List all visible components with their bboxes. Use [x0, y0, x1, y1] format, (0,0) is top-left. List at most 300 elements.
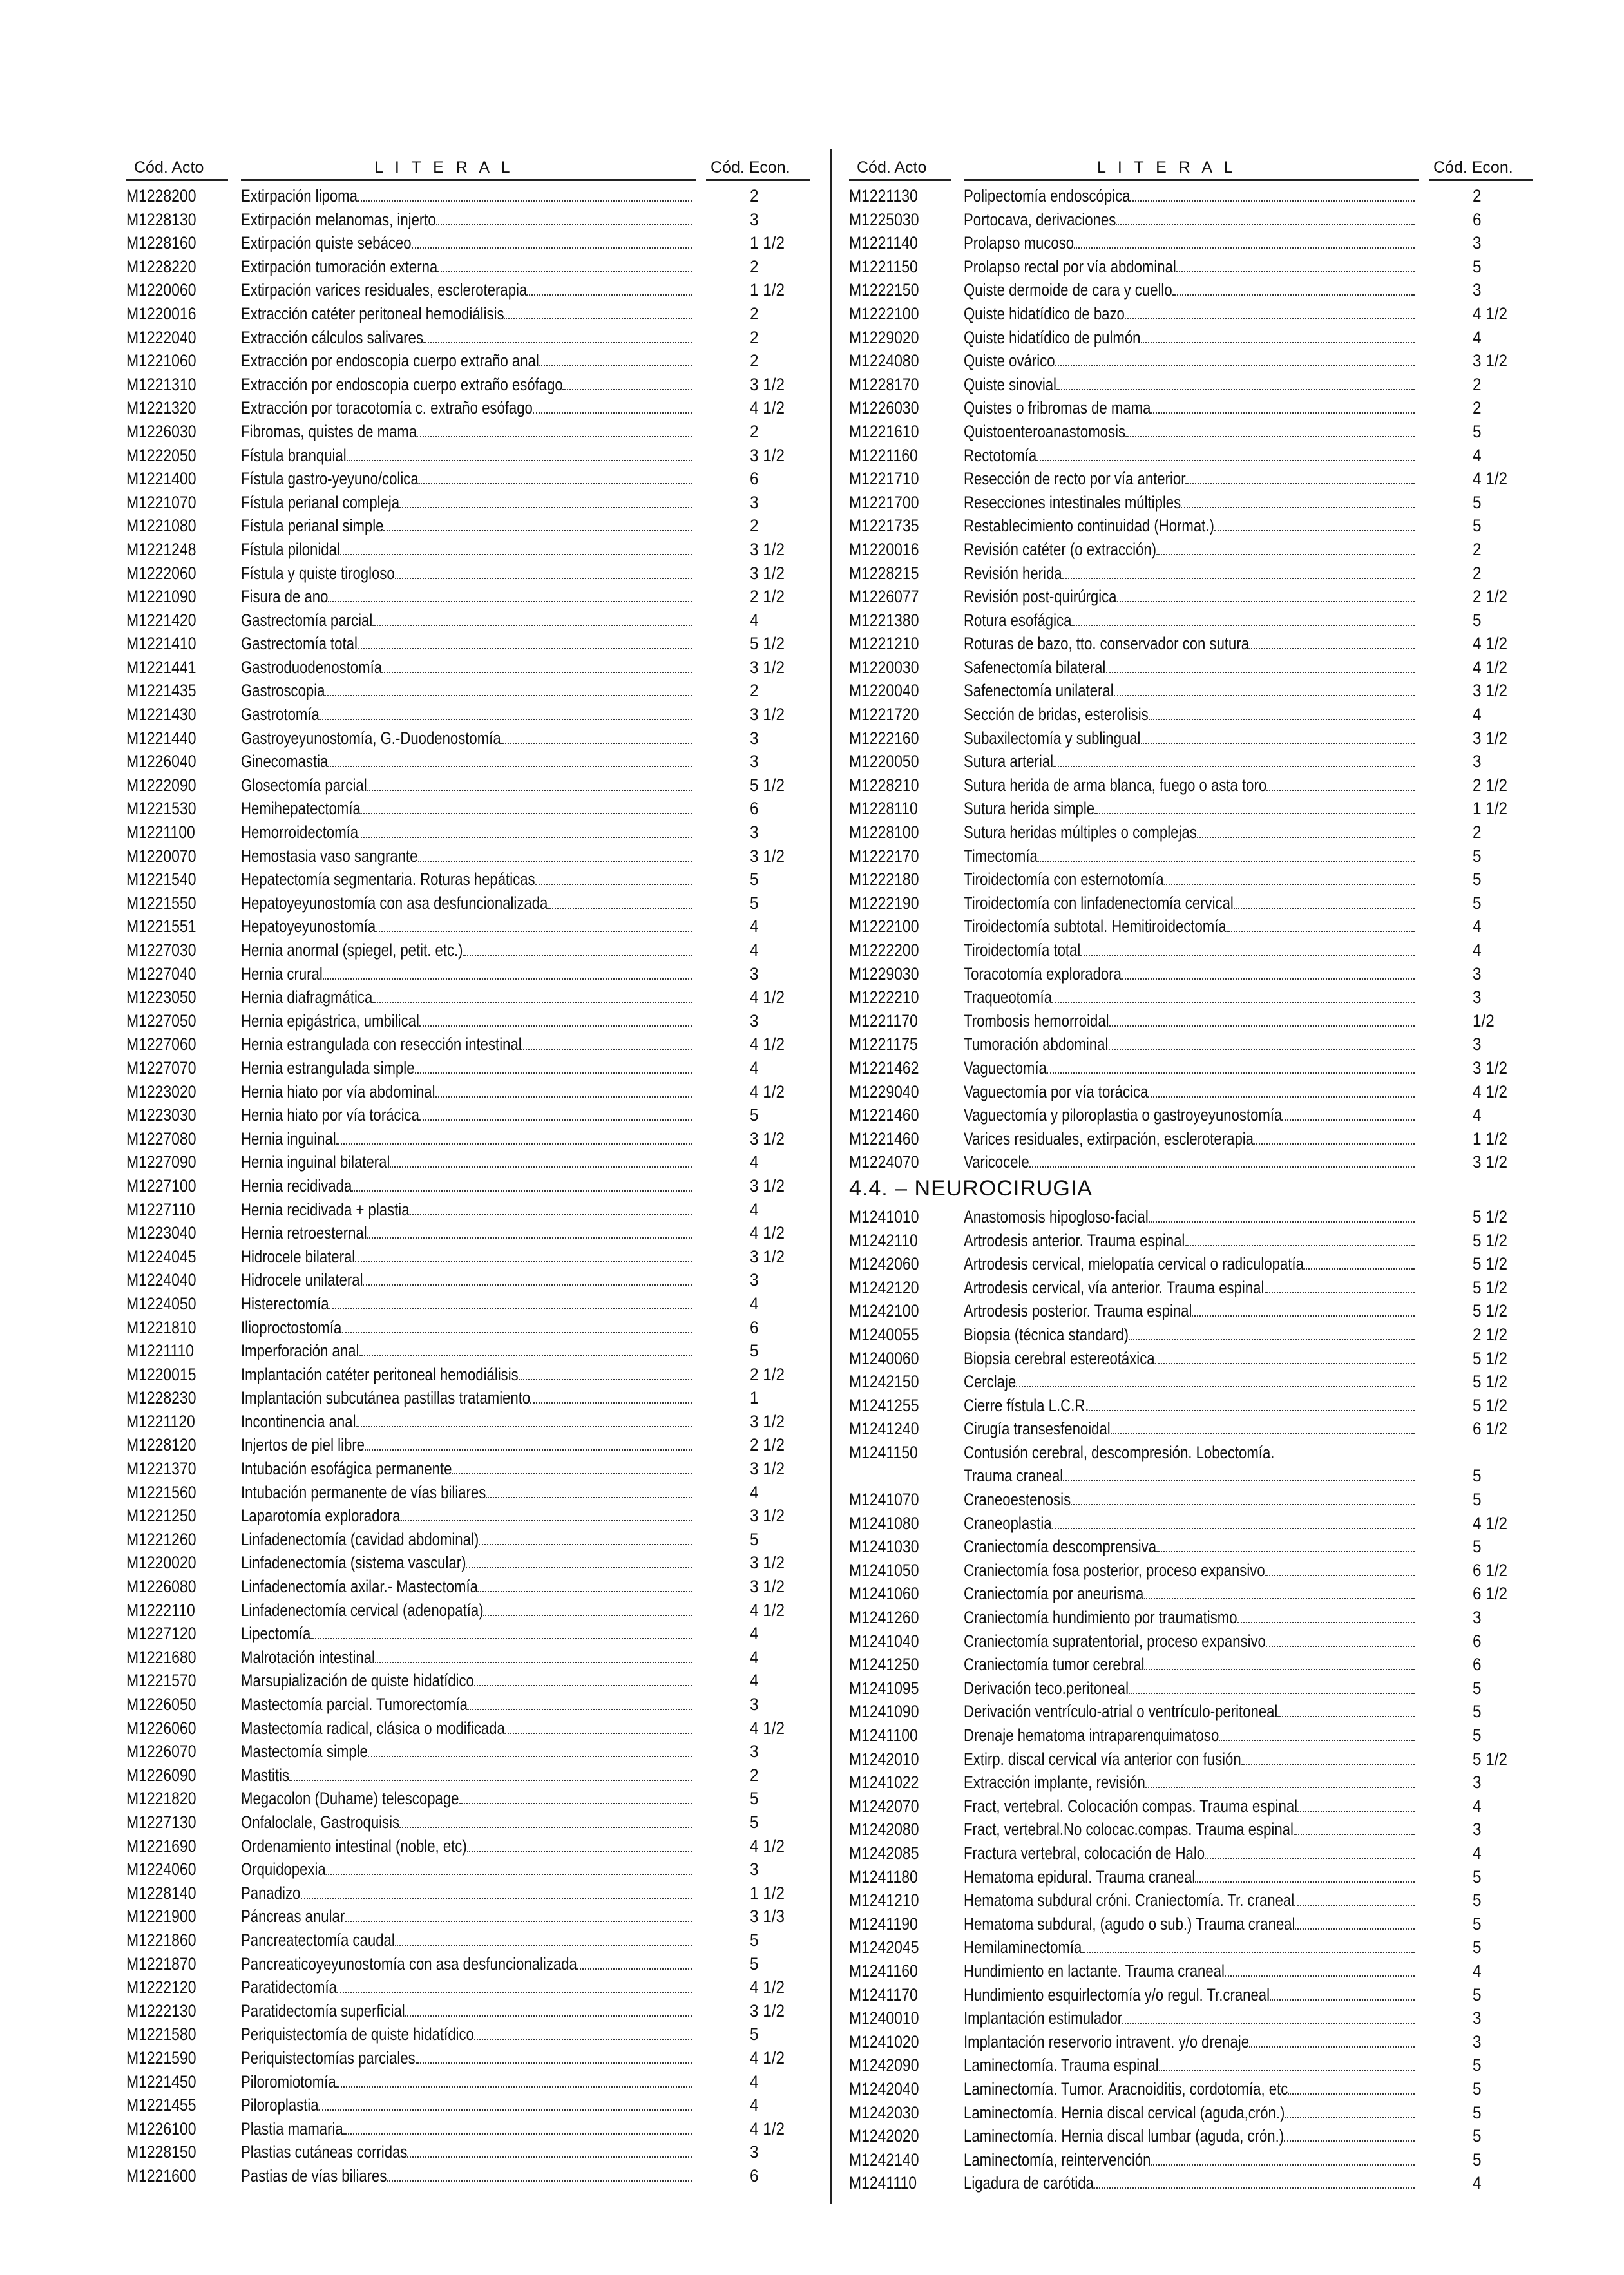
row-literal — [241, 184, 694, 208]
header-rule — [964, 179, 1419, 181]
row-literal — [964, 1535, 1417, 1559]
row-literal — [964, 2006, 1417, 2030]
dot-leader — [1155, 1363, 1415, 1364]
row-econ: 5 1/2 — [1473, 1230, 1508, 1250]
table-row — [849, 797, 1533, 821]
dot-leader — [1080, 955, 1415, 956]
table-row — [126, 1811, 810, 1834]
row-literal-text: Toracotomía exploradora — [964, 964, 1122, 984]
row-literal-text: Prolapso mucoso — [964, 233, 1075, 253]
dot-leader — [1266, 1646, 1415, 1647]
dot-leader — [1148, 1096, 1415, 1098]
table-row — [126, 868, 810, 891]
row-code: M1228160 — [126, 233, 196, 253]
row-econ: 3 — [750, 492, 759, 512]
row-literal — [241, 2164, 694, 2188]
row-literal — [964, 1009, 1417, 1033]
dot-leader — [1141, 743, 1415, 744]
row-econ: 5 — [1473, 1678, 1482, 1698]
row-literal-text: Fístula perianal simple — [241, 516, 384, 536]
row-code: M1221435 — [126, 681, 196, 701]
dot-leader — [577, 1968, 692, 1970]
dot-leader — [1205, 1858, 1415, 1859]
row-literal-text: Biopsia cerebral estereotáxica — [964, 1348, 1155, 1368]
table-row — [849, 1724, 1533, 1747]
row-literal-text: Imperforación anal — [241, 1341, 359, 1361]
table-row — [849, 326, 1533, 350]
row-literal — [241, 208, 694, 232]
dot-leader — [1227, 931, 1415, 932]
row-literal-text: Quiste hidatídico de bazo — [964, 303, 1125, 323]
dot-leader — [418, 861, 692, 862]
row-econ: 5 — [1473, 2079, 1482, 2099]
dot-leader — [359, 1355, 692, 1356]
table-row — [126, 1834, 810, 1858]
row-literal-text: Craniectomía descomprensiva — [964, 1537, 1157, 1557]
row-code: M1221430 — [126, 705, 196, 725]
dot-leader — [301, 1898, 692, 1899]
table-row — [126, 1928, 810, 1952]
table-row — [849, 1252, 1533, 1276]
row-econ: 5 — [750, 893, 759, 913]
table-row — [849, 774, 1533, 797]
row-literal-text: Vaguectomía — [964, 1058, 1047, 1078]
dot-leader — [1159, 2070, 1415, 2071]
row-literal — [241, 255, 694, 279]
row-code: M1240010 — [849, 2008, 919, 2028]
row-literal — [964, 1842, 1417, 1865]
dot-leader — [352, 1190, 692, 1192]
table-row — [849, 1959, 1533, 1983]
dot-leader — [1109, 1025, 1415, 1027]
row-econ: 3 1/2 — [750, 374, 785, 394]
row-econ: 6 — [1473, 1631, 1482, 1651]
row-literal — [241, 1292, 694, 1316]
table-row — [849, 2030, 1533, 2054]
dot-leader — [1156, 1551, 1415, 1552]
table-row — [126, 1292, 810, 1316]
row-econ: 2 — [1473, 539, 1482, 559]
row-econ: 5 — [750, 1789, 759, 1809]
dot-leader — [289, 1780, 692, 1781]
row-literal-text: Vaguectomía por vía torácica — [964, 1081, 1149, 1101]
row-literal-text: Vaguectomía y piloroplastia o gastroyeyunostomía — [964, 1105, 1283, 1125]
row-econ: 4 — [750, 1647, 759, 1667]
row-code: M1222190 — [849, 893, 919, 913]
row-literal-text: Revisión herida — [964, 563, 1062, 583]
dot-leader — [1149, 719, 1415, 720]
header-literal: L I T E R A L — [1097, 158, 1237, 176]
row-literal — [964, 962, 1417, 986]
dot-leader — [417, 436, 692, 437]
dot-leader — [1038, 861, 1415, 862]
row-literal — [241, 326, 694, 350]
row-literal — [964, 1080, 1417, 1104]
row-literal-text: Mastectomía radical, clásica o modificada — [241, 1718, 505, 1738]
row-code: M1221710 — [849, 469, 919, 489]
dot-leader — [486, 1497, 692, 1498]
table-row — [849, 467, 1533, 491]
row-literal-text: Hemihepatectomía — [241, 799, 361, 819]
row-econ: 1 1/2 — [1473, 1128, 1508, 1148]
table-row — [126, 962, 810, 986]
row-econ: 3 — [750, 1270, 759, 1290]
row-literal-text: Implantación catéter peritoneal hemodiálisis — [241, 1364, 519, 1384]
row-literal-text: Subaxilectomía y sublingual — [964, 728, 1141, 748]
row-literal-text: Marsupialización de quiste hidatídico — [241, 1671, 474, 1691]
table-row — [126, 1363, 810, 1387]
row-econ: 4 — [1473, 917, 1482, 937]
table-row — [126, 231, 810, 255]
row-literal — [964, 1747, 1417, 1771]
dot-leader — [452, 1473, 692, 1474]
dot-leader — [1052, 1528, 1415, 1529]
dot-leader — [1062, 578, 1415, 579]
row-code: M1226060 — [126, 1718, 196, 1738]
row-code: M1222060 — [126, 563, 196, 583]
row-code: M1221248 — [126, 539, 196, 559]
row-code: M1241190 — [849, 1914, 918, 1934]
row-code: M1222200 — [849, 940, 919, 960]
row-econ: 5 — [1473, 2055, 1482, 2075]
row-literal-text: Fístula gastro-yeyuno/colica — [241, 469, 419, 489]
row-literal-text: Extirpación quiste sebáceo — [241, 233, 412, 253]
row-code: M1241100 — [849, 1726, 918, 1745]
row-code: M1225030 — [849, 209, 919, 229]
dot-leader — [1151, 412, 1415, 414]
row-literal — [964, 255, 1417, 279]
row-code: M1226070 — [126, 1742, 196, 1762]
row-literal-text: Panadizo — [241, 1883, 301, 1903]
table-row — [126, 1221, 810, 1245]
row-econ: 1 — [750, 1388, 759, 1408]
row-literal — [241, 1881, 694, 1905]
row-econ: 4 — [750, 940, 759, 960]
table-row — [126, 208, 810, 232]
dot-leader — [367, 790, 692, 791]
row-literal — [241, 1198, 694, 1222]
dot-leader — [1151, 2164, 1415, 2166]
table-row — [849, 562, 1533, 585]
row-econ: 3 — [1473, 1034, 1482, 1054]
dot-leader — [395, 1945, 692, 1946]
table-row — [126, 821, 810, 844]
table-row — [126, 491, 810, 515]
header-econ: Cód. Econ. — [1433, 158, 1513, 176]
row-econ: 5 — [1473, 1937, 1482, 1957]
row-literal-text: Pancreaticoyeyunostomía con asa desfuncionalizada — [241, 1954, 577, 1974]
table-row — [126, 632, 810, 656]
row-literal-text: Roturas de bazo, tto. conservador con sutura — [964, 634, 1250, 654]
table-row — [126, 1952, 810, 1976]
right-column — [849, 152, 1533, 2195]
row-econ: 5 — [1473, 870, 1482, 890]
row-econ: 2 — [750, 351, 759, 371]
row-econ: 3 — [750, 2142, 759, 2162]
row-econ: 1 1/2 — [750, 280, 785, 300]
table-body-left — [126, 184, 810, 2187]
row-literal — [964, 326, 1417, 350]
dot-leader — [375, 1662, 692, 1663]
row-code: M1222150 — [849, 280, 919, 300]
table-row — [126, 1033, 810, 1056]
dot-leader — [358, 200, 692, 202]
row-econ: 4 — [1473, 2173, 1482, 2193]
row-code: M1228170 — [849, 374, 919, 394]
row-literal-text: Quistoenteroanastomosis — [964, 421, 1126, 441]
dot-leader — [355, 1261, 692, 1262]
table-row — [849, 396, 1533, 420]
row-literal-text: Lipectomía — [241, 1624, 311, 1644]
dot-leader — [437, 271, 692, 272]
dot-leader — [1149, 1221, 1415, 1223]
dot-leader — [328, 601, 692, 602]
row-code: M1242140 — [849, 2149, 919, 2169]
table-row — [849, 656, 1533, 680]
row-literal-text: Intubación esofágica permanente — [241, 1459, 452, 1479]
dot-leader — [337, 1992, 692, 1993]
row-literal-text: Ordenamiento intestinal (noble, etc) — [241, 1836, 467, 1856]
row-econ: 3 1/3 — [750, 1907, 785, 1927]
row-literal — [964, 1724, 1417, 1747]
row-code: M1226030 — [126, 421, 196, 441]
row-literal — [241, 373, 694, 397]
row-econ: 3 — [750, 752, 759, 772]
table-row — [126, 985, 810, 1009]
row-econ: 3 1/2 — [1473, 351, 1508, 371]
dot-leader — [1114, 695, 1415, 696]
header-rule — [126, 179, 228, 181]
row-code: M1221090 — [126, 587, 196, 607]
dot-leader — [1125, 318, 1415, 319]
dot-leader — [1277, 1716, 1415, 1717]
table-row — [849, 1842, 1533, 1865]
row-code: M1221460 — [849, 1105, 919, 1125]
dot-leader — [1176, 271, 1415, 272]
row-literal-text: Biopsia (técnica standard) — [964, 1324, 1129, 1344]
row-code: M1224040 — [126, 1270, 196, 1290]
row-econ: 3 — [750, 1860, 759, 1880]
row-econ: 4 — [750, 1293, 759, 1313]
dot-leader — [1304, 1268, 1415, 1270]
row-code: M1228120 — [126, 1435, 196, 1455]
table-row — [126, 1433, 810, 1457]
row-econ: 5 — [750, 1930, 759, 1950]
row-literal-text: Ilioproctostomía — [241, 1317, 342, 1337]
dot-leader — [1164, 884, 1415, 885]
row-econ: 3 — [1473, 233, 1482, 253]
dot-leader — [310, 1638, 692, 1639]
row-literal-text: Trauma craneal — [964, 1466, 1064, 1486]
row-econ: 5 — [1473, 2149, 1482, 2169]
row-literal-text: Fístula pilonidal — [241, 539, 340, 559]
dot-leader — [1234, 908, 1415, 909]
header-code: Cód. Acto — [134, 158, 204, 176]
row-econ: 1 1/2 — [750, 233, 785, 253]
row-econ: 5 1/2 — [1473, 1206, 1508, 1226]
row-literal — [964, 656, 1417, 680]
table-row — [849, 1936, 1533, 1959]
row-literal — [964, 2101, 1417, 2125]
row-econ: 3 1/2 — [1473, 1152, 1508, 1172]
row-code: M1241050 — [849, 1560, 919, 1580]
dot-leader — [474, 1685, 692, 1686]
row-literal-text: Extracción por toracotomía c. extraño esófago — [241, 398, 533, 418]
table-row — [849, 231, 1533, 255]
row-code: M1221720 — [849, 705, 919, 725]
table-row — [126, 467, 810, 491]
row-literal-text: Craniectomía supratentorial, proceso expansivo — [964, 1631, 1266, 1651]
row-econ: 5 1/2 — [750, 775, 785, 795]
row-econ: 2 — [1473, 186, 1482, 205]
table-row — [849, 1818, 1533, 1842]
row-literal — [964, 538, 1417, 562]
row-econ: 4 1/2 — [1473, 303, 1508, 323]
row-code: M1221210 — [849, 634, 919, 654]
row-econ: 2 — [1473, 563, 1482, 583]
row-econ: 5 — [1473, 1726, 1482, 1745]
dot-leader — [1144, 1669, 1415, 1670]
table-row — [849, 2077, 1533, 2101]
row-literal — [964, 774, 1417, 797]
table-row — [126, 1457, 810, 1481]
table-row — [849, 1653, 1533, 1677]
table-row — [849, 868, 1533, 891]
row-econ: 4 1/2 — [750, 398, 785, 418]
row-code: M1242120 — [849, 1277, 919, 1297]
row-literal — [241, 962, 694, 986]
row-literal — [964, 821, 1417, 844]
dot-leader — [1237, 1622, 1415, 1623]
row-literal-text: Drenaje hematoma intraparenquimatoso — [964, 1726, 1219, 1745]
row-econ: 5 — [1473, 516, 1482, 536]
row-literal-text: Fístula branquial — [241, 445, 347, 465]
row-literal — [964, 750, 1417, 774]
row-econ: 4 1/2 — [1473, 657, 1508, 677]
table-row — [849, 962, 1533, 986]
row-literal — [241, 467, 694, 491]
row-code: M1221150 — [849, 256, 918, 276]
row-literal — [241, 1646, 694, 1670]
header-code: Cód. Acto — [857, 158, 927, 176]
row-literal — [964, 396, 1417, 420]
row-code: M1223030 — [126, 1105, 196, 1125]
table-row — [126, 562, 810, 585]
row-literal — [241, 1150, 694, 1174]
table-row — [849, 1865, 1533, 1889]
dot-leader — [390, 1166, 692, 1168]
table-row — [126, 1528, 810, 1552]
row-literal-text: Glosectomía parcial — [241, 775, 367, 795]
table-header-right — [849, 152, 1533, 182]
row-econ: 6 — [750, 469, 759, 489]
dot-leader — [342, 1332, 692, 1333]
table-body-neurocirugia — [849, 1205, 1533, 2195]
row-literal-text: Derivación ventrículo-atrial o ventrículo-peritoneal — [964, 1702, 1278, 1722]
row-econ: 4 — [1473, 1796, 1482, 1816]
table-row — [849, 727, 1533, 750]
row-literal-text: Cierre fístula L.C.R. — [964, 1395, 1089, 1415]
row-econ: 4 — [1473, 1105, 1482, 1125]
row-code: M1228230 — [126, 1388, 196, 1408]
row-econ: 3 — [1473, 2008, 1482, 2028]
row-econ: 5 — [750, 2024, 759, 2044]
dot-leader — [1117, 601, 1415, 602]
table-row — [849, 985, 1533, 1009]
row-literal — [241, 1622, 694, 1646]
row-econ: 5 — [1473, 846, 1482, 866]
row-literal-text: Hematoma subdural, (agudo o sub.) Trauma craneal — [964, 1914, 1295, 1934]
dot-leader — [399, 1827, 692, 1828]
table-row — [126, 373, 810, 397]
row-code: M1221460 — [849, 1128, 919, 1148]
row-literal — [964, 1559, 1417, 1583]
row-code: M1228150 — [126, 2142, 196, 2162]
row-code: M1242030 — [849, 2102, 919, 2122]
row-code: M1221900 — [126, 1907, 196, 1927]
row-econ: 5 — [750, 1529, 759, 1549]
row-literal — [964, 891, 1417, 915]
row-code: M1220016 — [849, 539, 919, 559]
row-literal — [241, 2117, 694, 2141]
row-literal-text: Periquistectomías parciales — [241, 2048, 416, 2068]
header-econ: Cód. Econ. — [711, 158, 790, 176]
row-literal — [241, 868, 694, 891]
row-code: M1221680 — [126, 1647, 196, 1667]
row-literal-text: Tiroidectomía total — [964, 940, 1081, 960]
row-literal — [964, 420, 1417, 444]
row-code: M1223050 — [126, 987, 196, 1007]
row-code: M1224060 — [126, 1860, 196, 1880]
row-econ: 5 — [1473, 1867, 1482, 1887]
row-econ: 3 — [1473, 1608, 1482, 1628]
dot-leader — [1094, 2187, 1415, 2189]
row-literal-text: Portocava, derivaciones — [964, 209, 1116, 229]
row-literal — [964, 2171, 1417, 2195]
row-code: M1222170 — [849, 846, 919, 866]
row-literal — [964, 514, 1417, 538]
row-code: M1241180 — [849, 1867, 918, 1887]
row-econ: 3 1/2 — [750, 1553, 785, 1573]
row-literal — [241, 302, 694, 326]
dot-leader — [1197, 837, 1415, 838]
dot-leader — [1129, 1339, 1415, 1340]
row-code: M1221060 — [126, 351, 196, 371]
row-literal-text: Extracción cálculos salivares — [241, 327, 424, 347]
dot-leader — [479, 1544, 692, 1545]
table-row — [126, 1551, 810, 1575]
row-econ: 4 — [1473, 445, 1482, 465]
row-econ: 2 — [750, 516, 759, 536]
row-econ: 1/2 — [1473, 1011, 1495, 1031]
row-literal-text: Ligadura de carótida — [964, 2173, 1094, 2193]
row-econ: 3 — [750, 1695, 759, 1714]
row-literal-text: Tiroidectomía subtotal. Hemitiroidectomía — [964, 917, 1227, 937]
row-literal — [964, 1912, 1417, 1936]
dot-leader — [367, 1237, 692, 1239]
row-econ: 3 — [1473, 280, 1482, 300]
row-literal-text: Revisión post-quirúrgica — [964, 587, 1117, 607]
dot-leader — [1195, 1881, 1415, 1883]
table-row — [849, 1747, 1533, 1771]
dot-leader — [365, 1449, 692, 1451]
row-literal — [241, 1316, 694, 1340]
row-literal — [241, 938, 694, 962]
row-literal — [241, 1717, 694, 1740]
row-literal — [964, 1606, 1417, 1630]
table-row — [849, 1700, 1533, 1724]
row-literal-text: Varicocele — [964, 1152, 1029, 1172]
